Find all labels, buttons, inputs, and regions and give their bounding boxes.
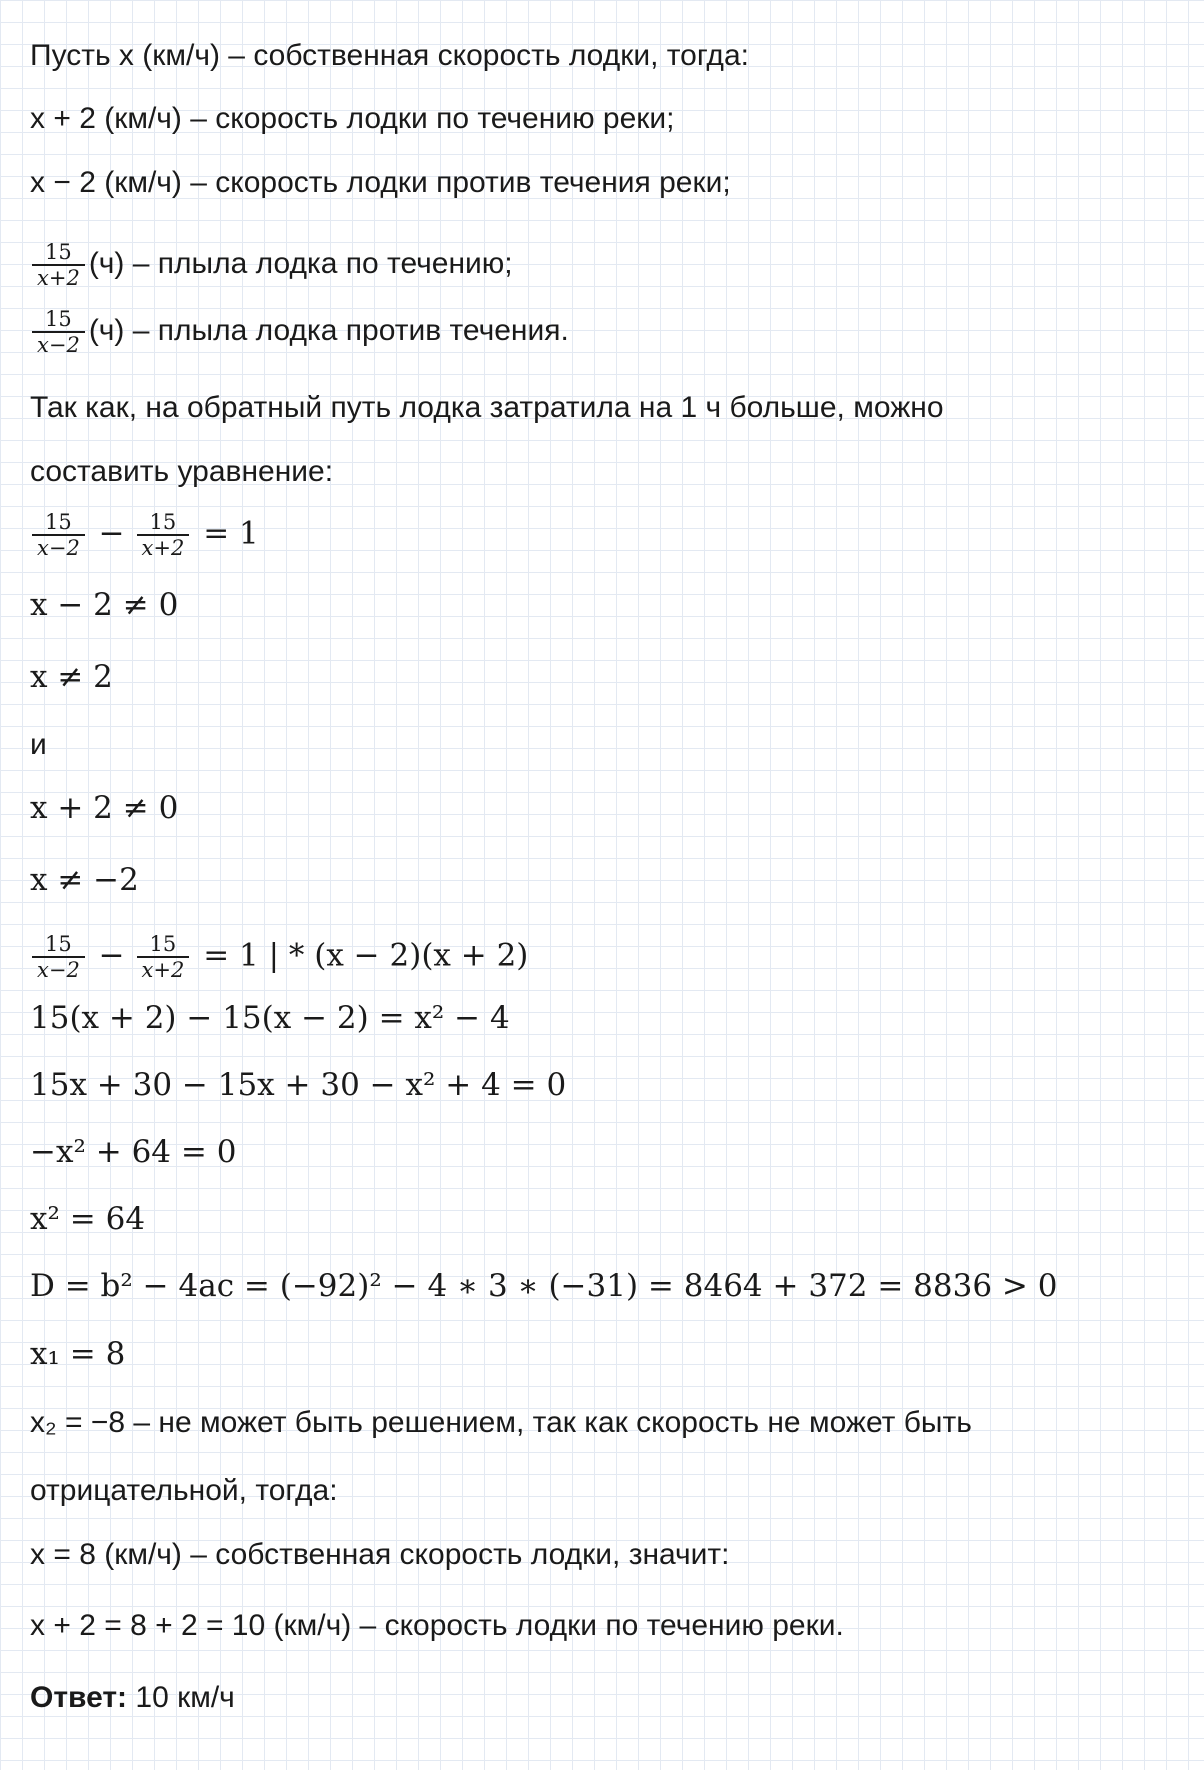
root-1-line: x₁ = 8 xyxy=(30,1336,126,1372)
root-2-line: x₂ = −8 – не может быть решением, так как скорость не может быть xyxy=(30,1406,972,1439)
fraction-numerator: 15 xyxy=(45,307,72,331)
line-18: x² = 64 xyxy=(30,1201,146,1237)
equation-2 xyxy=(30,932,528,982)
line-13: x ≠ −2 xyxy=(30,862,139,898)
answer-label: Ответ: xyxy=(30,1681,128,1714)
line-23: x = 8 (км/ч) – собственная скорость лодки, значит: xyxy=(30,1538,730,1571)
fraction xyxy=(32,510,85,560)
equation-rhs: = 1 | * (x − 2)(x + 2) xyxy=(203,937,529,974)
line-17: −x² + 64 = 0 xyxy=(30,1134,237,1170)
fraction-denominator: x−2 xyxy=(32,331,85,357)
fraction xyxy=(32,307,85,357)
line-12: x + 2 ≠ 0 xyxy=(30,790,179,826)
line-11: и xyxy=(30,728,47,761)
line-16: 15x + 30 − 15x + 30 − x² + 4 = 0 xyxy=(30,1067,567,1103)
line-3: x − 2 (км/ч) – скорость лодки против течения реки; xyxy=(30,166,731,199)
discriminant-line: D = b² − 4ac = (−92)² − 4 ∗ 3 ∗ (−31) = 8464 + 372 = 8836 > 0 xyxy=(30,1268,1058,1304)
line-7: составить уравнение: xyxy=(30,455,334,488)
fraction-numerator: 15 xyxy=(149,932,177,956)
minus-sign: − xyxy=(98,515,125,552)
fraction-numerator: 15 xyxy=(45,510,72,534)
line-6: Так как, на обратный путь лодка затратила на 1 ч больше, можно xyxy=(30,391,944,424)
line-5 xyxy=(30,307,569,357)
fraction xyxy=(137,932,190,982)
line-24: x + 2 = 8 + 2 = 10 (км/ч) – скорость лодки по течению реки. xyxy=(30,1609,844,1642)
fraction xyxy=(32,240,85,290)
line-4 xyxy=(30,240,513,290)
fraction-denominator: x−2 xyxy=(32,956,85,982)
fraction xyxy=(32,932,85,982)
fraction-denominator: x+2 xyxy=(137,534,190,560)
line-4-text: (ч) – плыла лодка по течению; xyxy=(88,246,513,280)
equation-1 xyxy=(30,510,259,560)
line-9: x − 2 ≠ 0 xyxy=(30,587,179,623)
fraction-numerator: 15 xyxy=(149,510,177,534)
line-22: отрицательной, тогда: xyxy=(30,1474,338,1507)
line-1: Пусть x (км/ч) – собственная скорость лодки, тогда: xyxy=(30,39,749,72)
minus-sign: − xyxy=(98,937,125,974)
fraction-denominator: x−2 xyxy=(32,534,85,560)
answer-value: 10 км/ч xyxy=(135,1681,235,1714)
line-10: x ≠ 2 xyxy=(30,659,113,695)
fraction-numerator: 15 xyxy=(45,240,72,264)
line-5-text: (ч) – плыла лодка против течения. xyxy=(88,313,569,347)
fraction xyxy=(137,510,190,560)
equation-rhs: = 1 xyxy=(203,515,259,552)
line-2: x + 2 (км/ч) – скорость лодки по течению реки; xyxy=(30,102,675,135)
fraction-denominator: x+2 xyxy=(32,264,85,290)
fraction-denominator: x+2 xyxy=(137,956,190,982)
answer-line xyxy=(30,1680,235,1716)
line-15: 15(x + 2) − 15(x − 2) = x² − 4 xyxy=(30,1000,510,1036)
fraction-numerator: 15 xyxy=(45,932,72,956)
